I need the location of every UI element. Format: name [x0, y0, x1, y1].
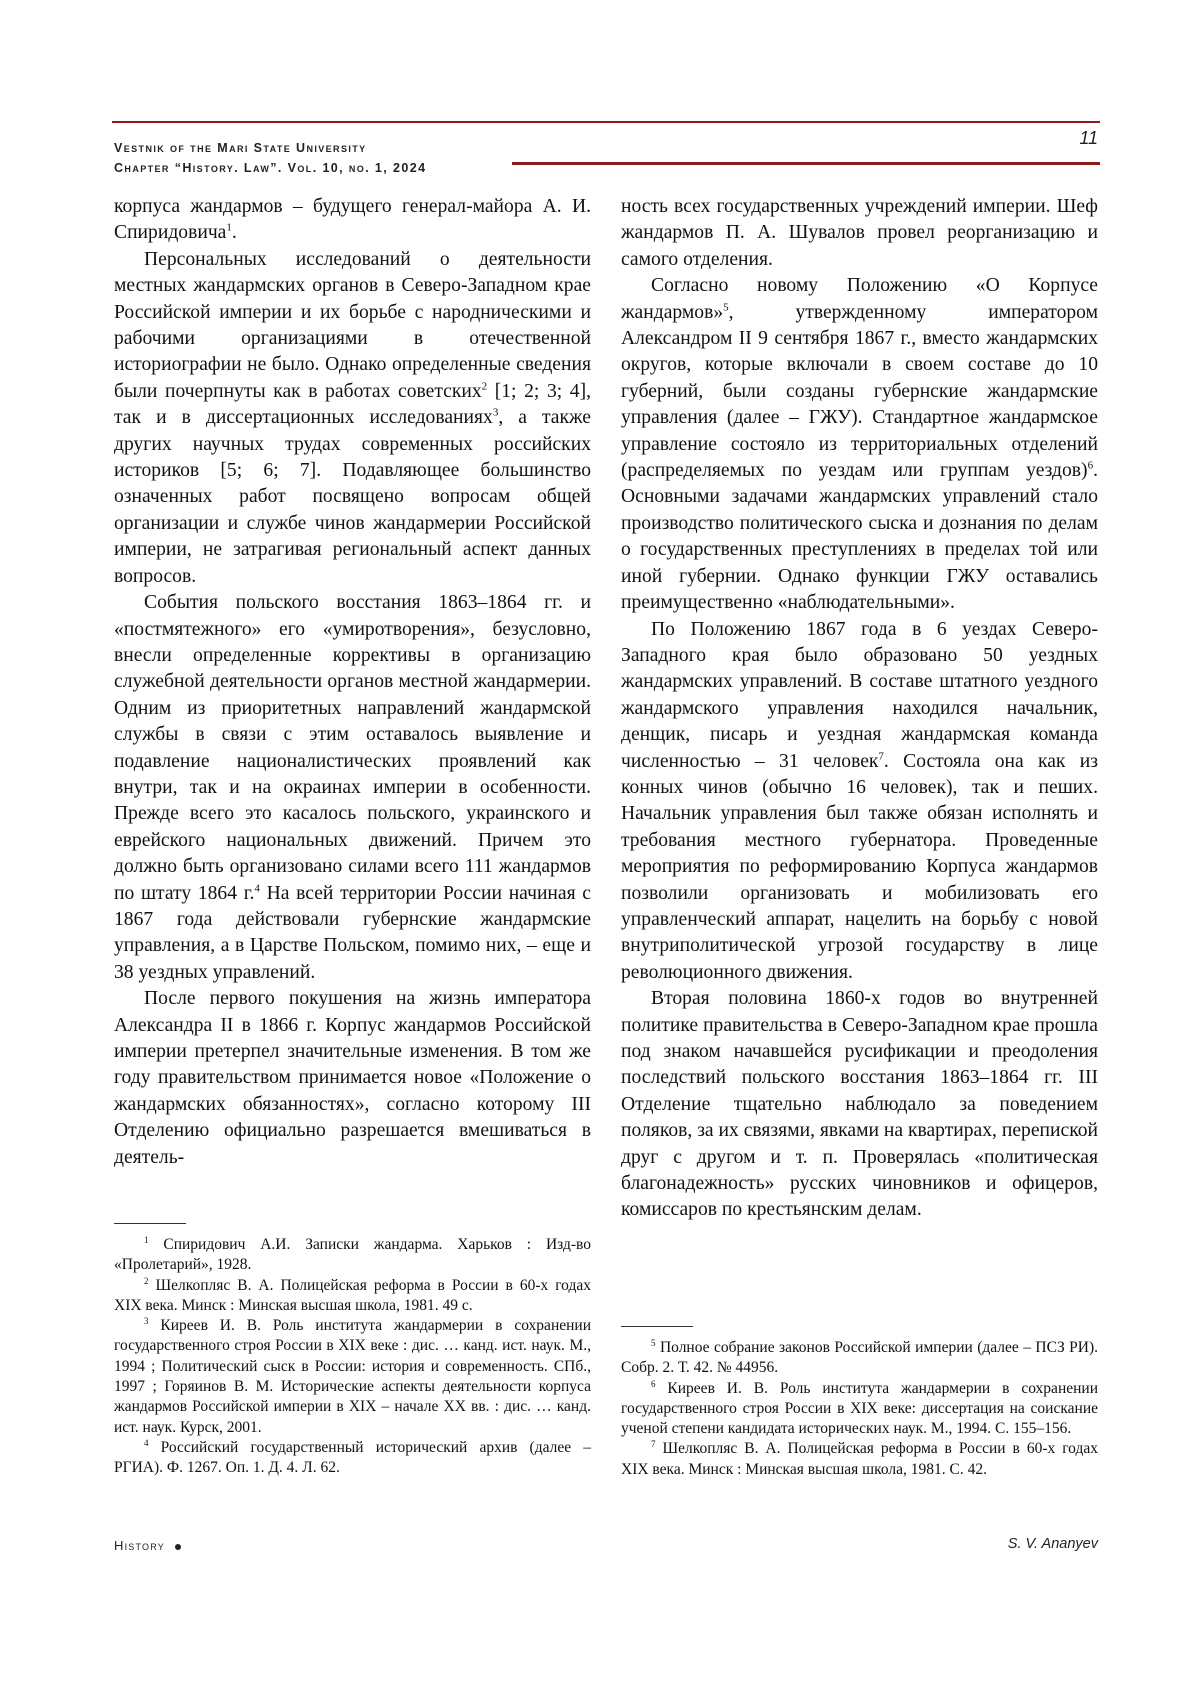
- text-span: . Основными задачами жандармских управлений стало производство политического сыска и дознания по делам о государственных преступлениях в пределах той или иной губернии. Однако функции ГЖУ оставались преимущественно «наблюдательными».: [621, 460, 1098, 614]
- footnote-text: Спиридович А.И. Записки жандарма. Харьков : Изд-во «Пролетарий», 1928.: [114, 1236, 592, 1274]
- chapter-info: Chapter “History. Law”. Vol. 10, no. 1, 2024: [114, 161, 427, 175]
- paragraph: ность всех государственных учреждений империи. Шеф жандармов П. А. Шувалов провел реорганизацию и самого отделения.: [621, 196, 1098, 270]
- paragraph: [114, 590, 591, 986]
- text-span: [1; 2; 3; 4], так и в диссертационных исследованиях: [114, 380, 592, 429]
- running-footer-section: [114, 1538, 181, 1553]
- footnote-text: Киреев И. В. Роль института жандармерии в сохранении государственного строя России в XIX веке: диссертация на соискание ученой степени кандидата исторических наук. М., 1994. С. 155–156.: [621, 1379, 1099, 1438]
- footnote-number: 1: [144, 1234, 149, 1245]
- left-column: [114, 194, 591, 1171]
- paragraph: [621, 273, 1098, 616]
- footnote-ref[interactable]: 4: [254, 882, 260, 895]
- paragraph: После первого покушения на жизнь императора Александра II в 1866 г. Корпус жандармов Российской империи претерпел значительные изменения. В том же году правительством принимается новое «Положение о жандармских обязанностях», согласно которому III Отделению официально разрешается вмешиваться в деятель-: [114, 988, 591, 1168]
- footnote: [621, 1379, 1098, 1440]
- running-header: [114, 138, 426, 178]
- footnote: [621, 1439, 1098, 1480]
- running-footer-author: S. V. Ananyev: [1007, 1536, 1098, 1552]
- footnote: [114, 1438, 591, 1479]
- paragraph: Вторая половина 1860-х годов во внутренней политике правительства в Северо-Западном крае прошла под знаком начавшейся русификации и преодоления последствий польского восстания 1863–1864 гг. III Отделение тщательно наблюдало за поведением поляков, за их связями, явками на квартирах, перепиской друг с другом и т. п. Проверялась «политическая благонадежность» русских чиновников и офицеров, комиссаров по крестьянским делам.: [621, 988, 1098, 1221]
- bullet-icon: [175, 1544, 181, 1550]
- footnote-ref[interactable]: 1: [226, 221, 232, 234]
- footnote-text: Киреев И. В. Роль института жандармерии в сохранении государственного строя России в XIX веке : дис. … канд. ист. наук. М., 1994 ; Политический сыск в России: история и современность. СПб., 1997 ; Горяинов В. М. Исторические аспекты деятельности корпуса жандармов Российской империи в XIX – начале XX вв. : дис. … канд. ист. наук. Курск, 2001.: [114, 1317, 592, 1436]
- footnote-ref[interactable]: 7: [878, 750, 884, 762]
- footnotes-right: [621, 1338, 1098, 1480]
- footnote-text: Полное собрание законов Российской империи (далее – ПСЗ РИ). Собр. 2. Т. 42. № 44956.: [621, 1339, 1099, 1377]
- footnote: [114, 1235, 591, 1276]
- text-span: , а также других научных трудах современных российских историков [5; 6; 7]. Подавляющее большинство означенных работ посвящено вопросам общей организации и службе чинов жандармерии Российской империи, не затрагивая региональный аспект данных вопросов.: [114, 407, 592, 587]
- footnotes-left: [114, 1235, 591, 1479]
- footnote-ref[interactable]: 3: [492, 406, 499, 419]
- footnote-text: Российский государственный исторический архив (далее – РГИА). Ф. 1267. Оп. 1. Д. 4. Л. 62.: [114, 1438, 591, 1477]
- section-name: History: [114, 1538, 165, 1553]
- paragraph: [114, 194, 591, 247]
- footnote-ref[interactable]: 2: [481, 380, 488, 393]
- footnote-number: 6: [651, 1378, 656, 1389]
- footnote: [114, 1316, 591, 1438]
- footnote: [114, 1276, 591, 1317]
- text-span: , утвержденному императором Александром II 9 сентября 1867 г., вместо жандармских округов, которые включали в своем составе до 10 губерний, были созданы губернские жандармские управления (далее – ГЖУ). Стандартное жандармское управление состояло из территориальных отделений (распределяемых по уездам или группам уездов): [621, 301, 1098, 482]
- header-bottom-rule: [512, 162, 1100, 165]
- text-span: . Состояла она как из конных чинов (обычно 16 человек), так и пеших. Начальник управления был также обязан исполнять и требования местного губернатора. Проведенные мероприятия по реформированию Корпуса жандармов позволили организовать и мобилизовать его управленческий аппарат, нацелить на борьбу с новой внутриполитической угрозой государству в лице революционного движения.: [621, 750, 1098, 983]
- footnote-text: Шелкопляс В. А. Полицейская реформа в России в 60-х годах XIX века. Минск : Минская высшая школа, 1981. С. 42.: [621, 1440, 1099, 1478]
- footnote-separator: [114, 1223, 186, 1224]
- paragraph: [114, 247, 591, 590]
- text-span: События польского восстания 1863–1864 гг. и «постмятежного» его «умиротворения», безусловно, внесли определенные коррективы в организацию служебной деятельности органов местной жандармерии. Одним из приоритетных направлений жандармской службы в связи с этим оставалось выявление и подавление националистических проявлений как внутри, так и на окраинах империи в особенности. Прежде всего это касалось польского, украинского и еврейского национальных движений. Причем это должно быть организовано силами всего 111 жандармов по штату 1864 г.: [114, 592, 591, 904]
- text-span: корпуса жандармов – будущего генерал-майора А. И. Спиридовича: [114, 196, 591, 244]
- footnote: [621, 1338, 1098, 1379]
- footnote-number: 7: [651, 1439, 656, 1450]
- text-span: .: [231, 222, 237, 244]
- paragraph: [621, 617, 1098, 987]
- footnote-ref[interactable]: 5: [723, 301, 729, 314]
- footnote-number: 2: [144, 1275, 149, 1286]
- footnote-ref[interactable]: 6: [1087, 459, 1094, 472]
- header-top-rule: [112, 121, 1100, 123]
- footnote-text: Шелкопляс В. А. Полицейская реформа в России в 60-х годах XIX века. Минск : Минская высшая школа, 1981. 49 с.: [114, 1276, 592, 1314]
- text-span: На всей территории России начиная с 1867 года действовали губернские жандармские управления, а в Царстве Польском, помимо них, – еще и 38 уездных управлений.: [114, 882, 591, 983]
- page-number: 11: [1079, 128, 1098, 148]
- text-span: Согласно новому Положению «О Корпусе жандармов»: [621, 275, 1098, 323]
- footnote-number: 4: [144, 1437, 149, 1448]
- text-span: Персональных исследований о деятельности местных жандармских органов в Северо-Западном крае Российской империи и их борьбе с народническими и рабочими организациями в отечественной историографии не было. Однако определенные сведения были почерпнуты как в работах советских: [114, 248, 591, 402]
- footnote-number: 5: [651, 1337, 656, 1348]
- footnote-number: 3: [144, 1316, 149, 1327]
- journal-title: Vestnik of the Mari State University: [114, 141, 367, 155]
- footnote-separator: [621, 1326, 693, 1327]
- right-column: [621, 194, 1098, 1224]
- text-span: По Положению 1867 года в 6 уездах Северо-Западного края было образовано 50 уездных жандармских управлений. В составе штатного уездного жандармского управления находился начальник, денщик, писарь и уездная жандармская команда численностью – 31 человек: [621, 618, 1098, 772]
